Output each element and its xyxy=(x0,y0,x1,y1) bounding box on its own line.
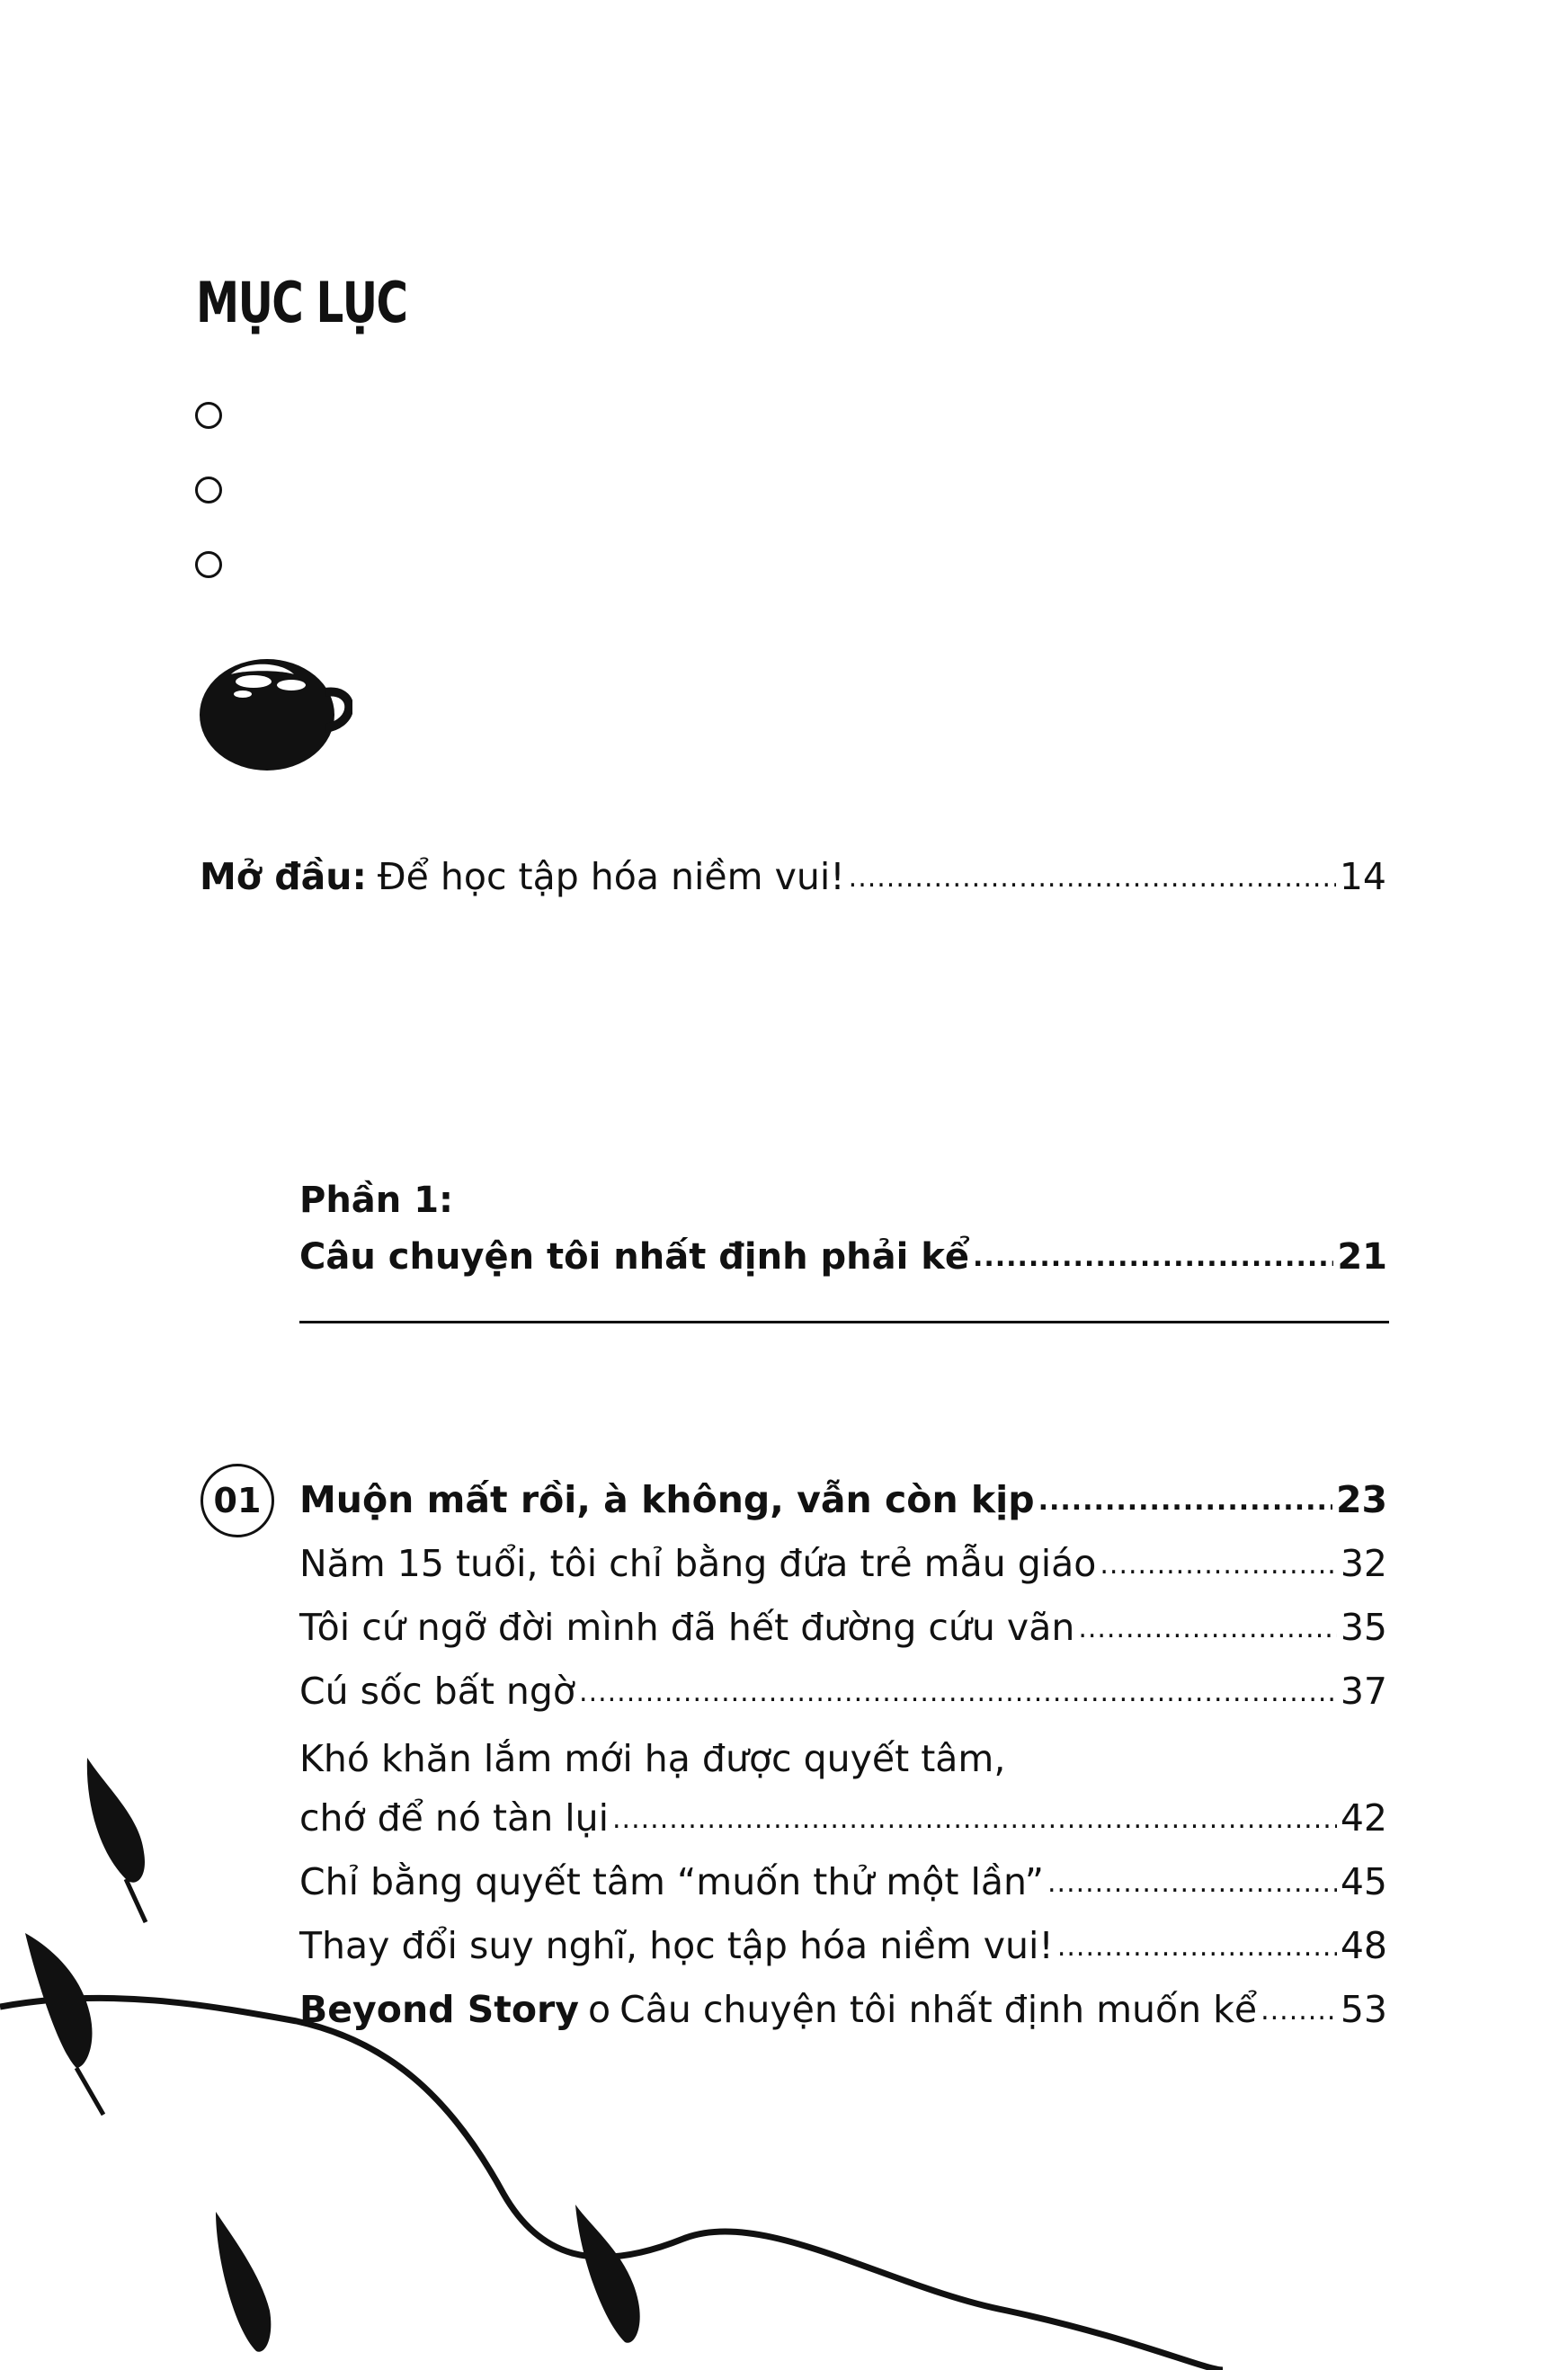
intro-label: Mở đầu: xyxy=(200,855,367,898)
beyond-separator: o xyxy=(588,1988,611,2031)
toc-entry xyxy=(299,1860,1387,1903)
dot-leader xyxy=(1038,1488,1332,1515)
toc-entry xyxy=(299,1606,1387,1649)
entry-title: Chỉ bằng quyết tâm “muốn thử một lần” xyxy=(299,1860,1044,1903)
entry-page: 48 xyxy=(1340,1924,1387,1967)
dot-leader xyxy=(612,1806,1337,1833)
bullet-circle xyxy=(195,551,222,578)
entry-title: Cú sốc bất ngờ xyxy=(299,1670,576,1713)
dot-leader xyxy=(1261,1998,1337,2025)
chapter-title: Muộn mất rồi, à không, vẫn còn kịp xyxy=(299,1478,1035,1521)
entry-title: Năm 15 tuổi, tôi chỉ bằng đứa trẻ mẫu giáo xyxy=(299,1542,1097,1585)
toc-entry xyxy=(299,1796,1387,1840)
dot-leader xyxy=(849,865,1336,892)
part-title: Câu chuyện tôi nhất định phải kể xyxy=(299,1236,969,1278)
entry-title: Tôi cứ ngỡ đời mình đã hết đường cứu vãn xyxy=(299,1606,1075,1649)
entry-title-line1: Khó khăn lắm mới hạ được quyết tâm, xyxy=(299,1737,1006,1780)
bullet-circle xyxy=(195,477,222,503)
toc-entry-intro xyxy=(200,855,1386,898)
chapter-page: 23 xyxy=(1335,1478,1387,1521)
bullet-circle xyxy=(195,402,222,429)
part-page: 21 xyxy=(1337,1236,1387,1278)
part-label: Phần 1: xyxy=(299,1180,454,1221)
beyond-title: Câu chuyện tôi nhất định muốn kể xyxy=(619,1988,1258,2031)
entry-title-line2: chớ để nó tàn lụi xyxy=(299,1796,610,1840)
dot-leader xyxy=(1078,1616,1337,1643)
entry-title: Thay đổi suy nghĩ, học tập hóa niềm vui! xyxy=(299,1924,1054,1967)
beyond-label: Beyond Story xyxy=(299,1988,580,2031)
chapter-number-badge: 01 xyxy=(200,1464,274,1537)
beyond-page: 53 xyxy=(1340,1988,1387,2031)
part-divider xyxy=(299,1321,1389,1323)
entry-page: 37 xyxy=(1340,1670,1387,1713)
intro-text: Để học tập hóa niềm vui! xyxy=(377,855,845,898)
entry-page: 35 xyxy=(1340,1606,1387,1649)
page-title: MỤC LỤC xyxy=(196,270,407,335)
dot-leader xyxy=(1047,1870,1337,1897)
toc-entry xyxy=(299,1924,1387,1967)
dot-leader xyxy=(1100,1552,1336,1579)
toc-entry-part xyxy=(299,1236,1387,1278)
toc-entry xyxy=(299,1542,1387,1585)
toc-entry-chapter xyxy=(299,1478,1387,1521)
dot-leader xyxy=(1057,1934,1337,1961)
entry-page: 45 xyxy=(1340,1860,1387,1903)
entry-page: 42 xyxy=(1340,1796,1387,1840)
toc-entry-beyond xyxy=(299,1988,1387,2031)
dot-leader xyxy=(973,1244,1333,1271)
dot-leader xyxy=(579,1679,1337,1706)
teapot-illustration xyxy=(191,638,352,773)
toc-entry xyxy=(299,1670,1387,1713)
intro-page: 14 xyxy=(1339,855,1386,898)
entry-page: 32 xyxy=(1340,1542,1387,1585)
